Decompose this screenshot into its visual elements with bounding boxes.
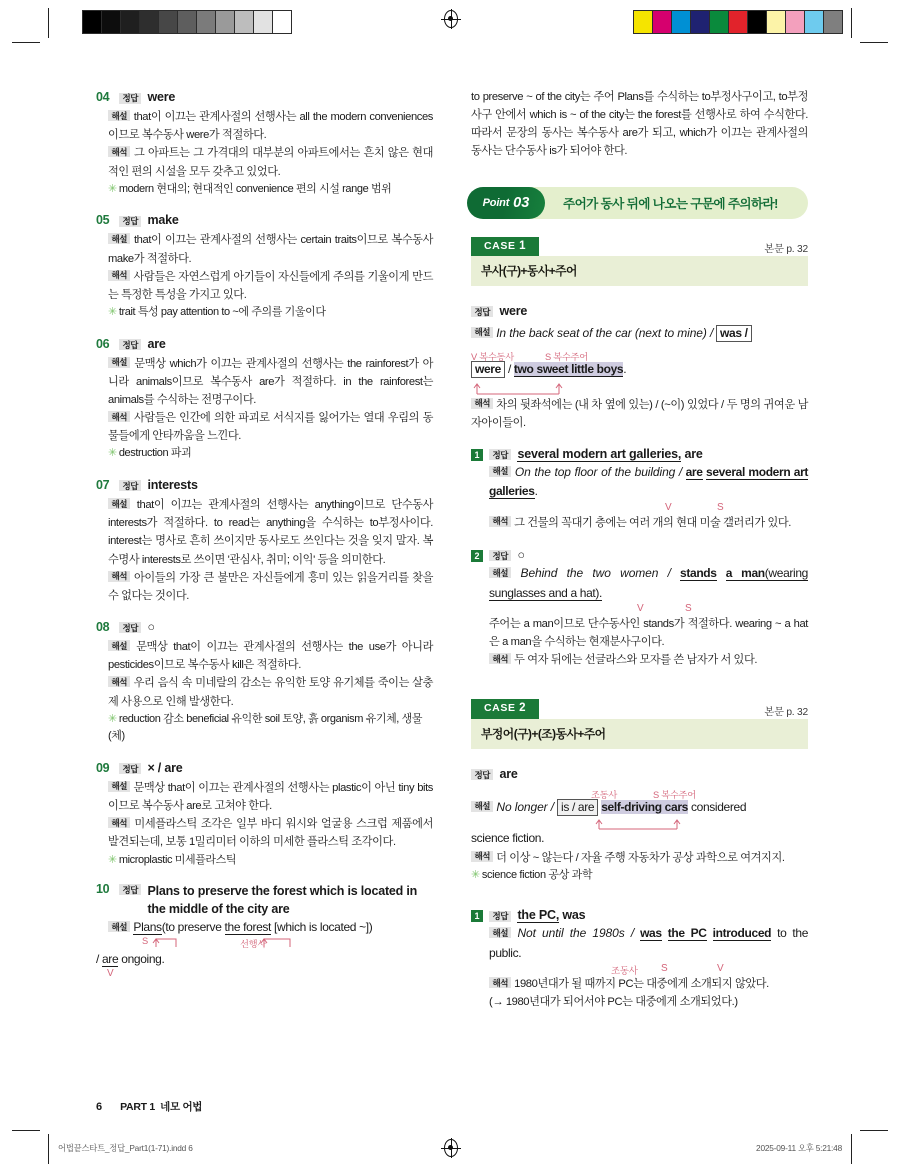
block-text: 미세플라스틱 조각은 일부 바디 워시와 얼굴용 스크럽 제품에서 발견되는데, 보통 1밀리미터 이하의 미세한 플라스틱 조각이다. [108, 818, 433, 849]
question-number: 06 [96, 336, 110, 351]
block-text: 우리 음식 속 미네랄의 감소는 유익한 토양 유기체를 죽이는 살충제 사용으로 인해 발생한다. [108, 677, 433, 708]
label-tag: 해석 [108, 571, 130, 582]
translation-block [108, 674, 433, 710]
answer-item [96, 476, 433, 605]
label-tag: 해석 [108, 146, 130, 157]
label-s: S [685, 602, 692, 614]
left-column [96, 88, 433, 995]
sub-number-box: 1 [471, 910, 483, 922]
answer-value: interests [147, 477, 198, 492]
answer-value: Plans to preserve the forest which is located in the middle of the city are [147, 884, 418, 917]
case2-sub1-answer [517, 906, 585, 924]
label-tag: 해석 [108, 817, 130, 828]
case2-arrow-row [471, 817, 808, 829]
case1-arrow-row [471, 380, 808, 394]
explanation-block [108, 355, 433, 409]
case1-label [471, 237, 539, 256]
case1-sub1-answer-rest: are [681, 446, 703, 461]
case2-arrows-svg [471, 817, 731, 831]
case2-exp-line2: science fiction. [471, 831, 545, 846]
label-tag: 해설 [108, 781, 130, 792]
answer-tag: 정답 [489, 550, 511, 561]
crop-mark-bottom-left-h [12, 1130, 40, 1131]
explanation-block [108, 231, 433, 267]
case1-box-was: was / [716, 325, 752, 342]
explanation-tag: 해설 [489, 927, 511, 938]
translation-tag: 해석 [471, 398, 493, 409]
case1-sub1-body [489, 463, 808, 532]
translation-tag: 해석 [489, 653, 511, 664]
label-tag: 해설 [108, 233, 130, 244]
question-number: 07 [96, 477, 110, 492]
explanation-tag: 해설 [108, 921, 130, 932]
explanation-block [108, 496, 433, 569]
translation-block [108, 569, 433, 605]
answer-value: make [147, 213, 179, 228]
answer-tag: 정답 [471, 769, 493, 780]
case2-annotation-row [471, 787, 808, 798]
case1-answer-value: were [499, 303, 528, 318]
answer-item [96, 88, 433, 198]
answer-item-10 [96, 882, 433, 981]
case2-exp-tail: considered [687, 799, 747, 814]
case2-exp-en: No longer / [496, 799, 555, 814]
case2-sub1-exp-en: Not until the 1980s / [517, 926, 635, 941]
translation-tag: 해석 [471, 851, 493, 862]
part-number: PART 1 [120, 1101, 155, 1113]
case1-formula: 부사(구)+동사+주어 [471, 256, 808, 286]
case1-sub1-label-row [489, 502, 808, 514]
explanation-block [108, 108, 433, 144]
case2-box-is-are [557, 799, 598, 816]
label-s: S [717, 501, 724, 513]
vocab-list [108, 181, 433, 199]
item10-arrows-svg [108, 936, 368, 950]
item10-continuation: to preserve ~ of the city는 주어 Plans를 수식하는 to부정사구이고, to부정사구 안에서 which is ~ of the city는 the forest를 선행사로 하여 수식한다. 따라서 문장의 동사는 복수동사 are가 되고, which가 이끄는 관계사절의 동사는 단수동사 is가 되어야 한다. [471, 91, 808, 158]
vocab-text: trait 특성 pay attention to ~에 주의를 기울이다 [118, 305, 326, 318]
answer-tag: 정답 [471, 306, 493, 317]
label-v: V [637, 602, 644, 614]
explanation-block [108, 638, 433, 674]
vocab-list [108, 711, 433, 746]
case2-sub1-tail: to the public. [489, 926, 809, 960]
answer-item [96, 759, 433, 869]
crop-mark-bottom-right-v [851, 1134, 852, 1164]
block-text: 사람들은 자연스럽게 아기들이 자신들에게 주의를 기울이게 만드는 특정한 특성을 가지고 있다. [108, 270, 433, 301]
label-tag: 해설 [108, 640, 130, 651]
case2-box-text: is / are [561, 799, 595, 814]
case2-subject-highlight: self-driving cars [601, 799, 688, 814]
case2-label [471, 699, 539, 718]
case2-sub1-translation2: (→ 1980년대가 되어서야 PC는 대중에게 소개되었다.) [489, 996, 738, 1009]
case1-period: . [623, 362, 627, 377]
item10-label-ante: 선행사 [240, 938, 267, 949]
case2-sub1-answer-underlined: the PC, [517, 908, 560, 923]
vocab-text: modern 현대의; 현대적인 convenience 편의 시설 range 범위 [118, 182, 392, 195]
vocab-star-icon: ✳ [108, 447, 117, 460]
vocab-star-icon: ✳ [108, 182, 117, 195]
case1-sub2-body [489, 564, 808, 669]
answer-value: ○ [147, 619, 155, 634]
label-tag: 해설 [108, 357, 130, 368]
block-text: 문맥상 which가 이끄는 관계사절의 선행사는 the rainforest가 아니라 animals이므로 복수동사 are가 적절하다. in the rainforest는 animals를 수식하는 전명구이다. [108, 357, 433, 406]
case1-sub2-translation-text: 두 여자 뒤에는 선글라스와 모자를 쓴 남자가 서 있다. [514, 654, 758, 667]
label-v: V [665, 501, 672, 513]
block-text: 아이들의 가장 큰 불만은 자신들에게 흥미 있는 읽을거리를 찾을 수 없다는 것이다. [108, 571, 433, 602]
case1-main-answer [471, 302, 808, 432]
vocab-star-icon: ✳ [108, 853, 117, 866]
case1-sub1-translation [489, 514, 808, 532]
case1-sub1-explanation [489, 463, 808, 502]
explanation-block [108, 779, 433, 815]
case1-sub2-head [471, 546, 808, 564]
case1-sub2-subject: a man [725, 566, 765, 581]
case2-sub1-aux: was [640, 926, 662, 941]
answer-item [96, 211, 433, 321]
case1-header [471, 237, 808, 256]
case1-label-number: 1 [519, 239, 527, 252]
part-title: 네모 어법 [160, 1101, 203, 1113]
case1-translation [471, 396, 808, 432]
item10-verb: are [101, 951, 119, 966]
question-number: 10 [96, 882, 110, 897]
question-number: 04 [96, 90, 110, 104]
right-column [471, 88, 808, 1012]
case1-sub2-verb: stands [680, 566, 717, 581]
translation-block [108, 815, 433, 851]
item10-v-label-row [96, 968, 433, 982]
answer-tag: 정답 [119, 884, 141, 895]
vocab-list [108, 445, 433, 463]
case2-sub1-explanation [489, 924, 808, 963]
translation-tag: 해석 [489, 977, 511, 988]
answer-value: were [147, 90, 176, 104]
case2-vocab-text: science fiction 공상 과학 [481, 868, 593, 881]
case1-anno-s: S 복수주어 [545, 352, 588, 363]
case1-arrows-svg [471, 380, 711, 396]
vocab-star-icon: ✳ [108, 712, 117, 725]
item10-label-s: S [142, 935, 148, 946]
case2-anno-aux: 조동사 [591, 789, 618, 800]
block-text: that이 이끄는 관계사절의 선행사는 certain traits이므로 복수동사 make가 적절하다. [108, 234, 433, 265]
label-tag: 해석 [108, 270, 130, 281]
answer-item [96, 335, 433, 463]
item10-open: (to preserve [161, 920, 225, 935]
translation-tag: 해석 [489, 516, 511, 527]
case1-sub2-translation [489, 651, 808, 669]
answer-tag: 정답 [489, 911, 511, 922]
case2-sub1-translation-text: 1980년대가 될 때까지 PC는 대중에게 소개되지 않았다. [514, 978, 769, 991]
case1-slash: / [507, 362, 511, 377]
item10-rel: [which is located ~]) [271, 920, 373, 935]
case1-translation-text: 차의 뒷좌석에는 (내 차 옆에 있는) / (~이) 있었다 / 두 명의 귀여운 남자아이들이. [471, 398, 808, 429]
vocab-star-icon: ✳ [471, 868, 480, 881]
point-pill [467, 187, 545, 219]
case1-sub2-answer: ○ [517, 547, 525, 562]
explanation-tag: 해설 [489, 466, 511, 477]
case2-main-answer [471, 765, 808, 885]
case2-sub1-subject: the PC [667, 926, 707, 941]
translation-block [108, 144, 433, 180]
block-text: 그 아파트는 그 가격대의 대부분의 아파트에서는 흔치 않은 현대적인 편의 시설을 모두 갖추고 있었다. [108, 147, 433, 178]
case1-anno-v: V 복수동사 [471, 352, 514, 363]
case2-sub1-verb: introduced [712, 926, 772, 941]
label-tag: 해석 [108, 676, 130, 687]
explanation-tag: 해설 [489, 567, 511, 578]
translation-block [108, 268, 433, 304]
answer-item-head [96, 335, 433, 353]
label-tag: 정답 [119, 93, 141, 104]
point-banner [471, 187, 808, 219]
case2-sub1-head [471, 906, 808, 924]
case1-sub1-period: . [534, 484, 538, 499]
case2-sub1-answer-rest: was [559, 908, 586, 923]
label-tag: 해설 [108, 498, 130, 509]
page-footer [96, 1099, 202, 1114]
explanation-tag: 해설 [471, 801, 493, 812]
question-number: 08 [96, 619, 110, 634]
crop-mark-bottom-right-h [860, 1130, 888, 1131]
question-number: 09 [96, 760, 110, 775]
answer-item-head [96, 88, 433, 106]
label-tag: 해설 [108, 110, 130, 121]
item10-subject: Plans [133, 920, 162, 935]
sub-number-box: 2 [471, 550, 483, 562]
answer-item-head [96, 211, 433, 229]
case1-box-were: were [471, 361, 505, 378]
answer-item-head [96, 476, 433, 494]
label-tag: 정답 [119, 763, 141, 774]
case1-exp-english: In the back seat of the car (next to mine) / [496, 325, 714, 340]
case2-header [471, 699, 808, 718]
block-text: 사람들은 인간에 의한 파괴로 서식지를 잃어가는 열대 우림의 동물들에게 안타까움을 느낀다. [108, 412, 433, 443]
answer-item-head [96, 759, 433, 777]
case1-explanation [471, 322, 808, 345]
translation-block [108, 409, 433, 445]
case1-block [471, 237, 808, 286]
answer-item-head [96, 618, 433, 636]
point-number: 03 [513, 194, 530, 211]
page-number: 6 [96, 1101, 103, 1113]
vocab-star-icon: ✳ [108, 305, 117, 318]
case2-sub1-label-row [489, 963, 808, 978]
print-filename: 어법끝스타트_정답_Part1(1-71).indd 6 [58, 1143, 193, 1153]
sub-number-box: 1 [471, 449, 483, 461]
case1-sub2-explanation [489, 564, 808, 603]
item10-rest: ongoing. [118, 951, 165, 966]
label-s: S [661, 963, 668, 975]
case2-reference: 본문 p. 32 [764, 706, 808, 718]
point-title: 주어가 동사 뒤에 나오는 구문에 주의하라! [563, 197, 778, 212]
case2-answer-value: are [499, 766, 518, 781]
case2-sub1-body [489, 924, 808, 1011]
case1-sub2-tail: (wearing sunglasses and a hat). [489, 566, 809, 600]
label-aux: 조동사 [611, 966, 638, 978]
case1-annotation-row [471, 349, 808, 363]
case2-sub1 [471, 906, 808, 1011]
case1-sub1-subject: several modern art galleries [489, 464, 809, 499]
case1-sub2-note: 주어는 a man이므로 단수동사인 stands가 적절하다. wearing ~ a hat은 a man을 수식하는 현재분사구이다. [489, 617, 808, 649]
label-tag: 정답 [119, 480, 141, 491]
question-number: 05 [96, 213, 110, 228]
registration-target-bottom [441, 1138, 461, 1158]
case2-sub1-translation [489, 975, 808, 993]
case2-answer-head [471, 765, 808, 783]
case1-sub1-exp-en: On the top floor of the building / [514, 464, 683, 479]
case2-anno-s: S 복수주어 [653, 789, 696, 800]
case1-sub2-label-row [489, 603, 808, 615]
item10-antecedent: the forest [224, 920, 272, 935]
case1-sub1-head [471, 445, 808, 463]
case1-reference: 본문 p. 32 [764, 243, 808, 255]
case1-sub1-answer [517, 445, 702, 463]
point-word: Point [482, 196, 510, 209]
case2-label-number: 2 [519, 702, 527, 715]
case1-sub1-verb: are [685, 464, 703, 479]
case1-sub1-answer-underlined: several modern art galleries, [517, 446, 682, 461]
answer-tag: 정답 [489, 449, 511, 460]
block-text: 문맥상 that이 이끄는 관계사절의 선행사는 the use가 아니라 pesticides이므로 복수동사 kill은 적절하다. [108, 641, 433, 672]
label-tag: 해석 [108, 411, 130, 422]
answer-item-head [96, 882, 433, 918]
vocab-list [108, 304, 433, 322]
label-tag: 정답 [119, 216, 141, 227]
vocab-list [108, 852, 433, 870]
case2-translation [471, 849, 808, 867]
case1-sub1-translation-text: 그 건물의 꼭대기 층에는 여러 개의 현대 미술 갤러리가 있다. [514, 516, 792, 529]
block-text: that이 이끄는 관계사절의 선행사는 anything이므로 단수동사 interests가 적절하다. to read는 anything을 수식하는 to부정사이다. interest는 명사로 흔히 쓰이지만 동사로도 쓰인다는 것을 잊지 말자. 복수명사 interests로 쓰이면 '관심사, 취미; 이익' 등을 의미한다. [108, 499, 433, 566]
case1-sub2 [471, 546, 808, 669]
item10-label-v: V [107, 967, 114, 979]
case2-vocab [471, 867, 808, 885]
case1-sub2-exp-en: Behind the two women / [520, 566, 671, 581]
label-tag: 정답 [119, 622, 141, 633]
case2-formula: 부정어(구)+(조)동사+주어 [471, 719, 808, 749]
case1-exp-line2 [471, 360, 808, 379]
vocab-text: microplastic 미세플라스틱 [118, 853, 237, 866]
item10-analysis-line1 [108, 920, 433, 936]
item10-anno-row [108, 936, 433, 952]
item10-slash: / [96, 951, 102, 966]
case1-answer-head [471, 302, 808, 320]
answer-item [96, 618, 433, 746]
case2-translation-text: 더 이상 ~ 않는다 / 자율 주행 자동차가 공상 과학으로 여겨지지. [496, 851, 785, 864]
part-label [120, 1099, 202, 1114]
answer-value: are [147, 336, 166, 351]
case2-label-text: CASE [484, 702, 516, 715]
explanation-tag: 해설 [471, 327, 493, 338]
block-text: 문맥상 that이 이끄는 관계사절의 선행사는 plastic이 아닌 tiny bits이므로 복수동사 are로 고쳐야 한다. [108, 781, 433, 813]
answer-value: × / are [147, 760, 183, 775]
item10-analysis-line2 [96, 952, 433, 968]
print-timestamp: 2025-09-11 오후 5:21:48 [756, 1143, 842, 1153]
case1-sub1 [471, 445, 808, 532]
block-text: that이 이끄는 관계사절의 선행사는 all the modern conveniences이므로 복수동사 were가 적절하다. [108, 111, 433, 142]
case2-block [471, 699, 808, 748]
case1-label-text: CASE [484, 239, 516, 252]
label-v: V [717, 963, 724, 975]
label-tag: 정답 [119, 339, 141, 350]
vocab-text: reduction 감소 beneficial 유익한 soil 토양, 흙 organism 유기체, 생물(체) [108, 712, 423, 743]
crop-mark-bottom-left-v [48, 1134, 49, 1164]
vocab-text: destruction 파괴 [118, 447, 192, 460]
case1-subject-highlight: two sweet little boys [513, 362, 624, 377]
case2-explanation [471, 798, 808, 817]
